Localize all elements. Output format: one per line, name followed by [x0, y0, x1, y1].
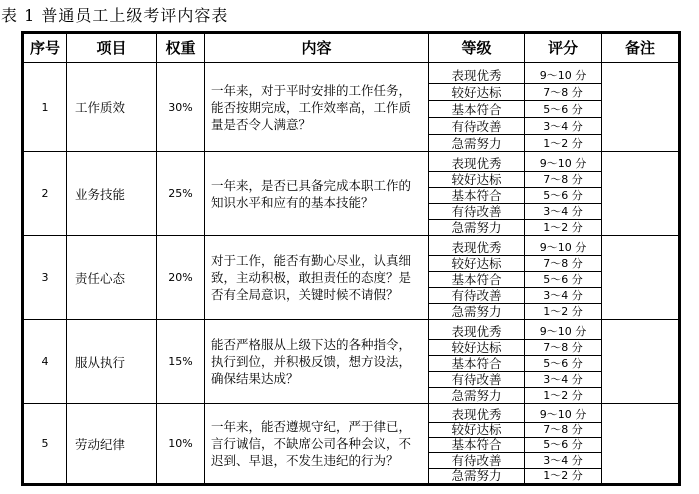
row-item: 劳动纪律	[75, 436, 126, 452]
grade-score: 9～10 分	[525, 152, 602, 171]
grade-score: 7～8 分	[525, 423, 602, 437]
grade-score: 7～8 分	[525, 172, 602, 187]
row-content: 能否严格服从上级下达的各种指令，执行到位，并积极反馈，想方设法，确保结果达成？	[211, 337, 412, 386]
grade-row	[429, 288, 602, 304]
grade-level: 急需努力	[429, 469, 525, 483]
row-num: 4	[41, 355, 49, 368]
row-content: 一年来，能否遵规守纪，严于律已，言行诚信，不缺席公司各种会议，不迟到、早退，不发生违纪的行为？	[211, 419, 412, 468]
grade-list	[429, 404, 602, 483]
grade-score: 7～8 分	[525, 84, 602, 100]
header-num: 序号	[29, 39, 60, 57]
header-content: 内容	[301, 39, 332, 57]
grade-score: 1～2 分	[525, 388, 602, 403]
grade-level: 有待改善	[429, 118, 525, 134]
grade-score: 5～6 分	[525, 188, 602, 203]
grade-level: 有待改善	[429, 204, 525, 219]
row-weight: 30%	[168, 100, 193, 114]
grade-list	[429, 63, 602, 151]
row-item: 责任心态	[75, 270, 126, 286]
grade-row	[429, 135, 602, 151]
grade-score: 9～10 分	[525, 404, 602, 422]
row-remark	[602, 320, 678, 403]
table-row	[24, 404, 678, 483]
grade-score: 3～4 分	[525, 372, 602, 387]
grade-level: 基本符合	[429, 438, 525, 452]
grade-row	[429, 256, 602, 272]
grade-level: 表现优秀	[429, 152, 525, 171]
table-caption: 表 1 普通员工上级考评内容表	[1, 6, 229, 25]
grade-level: 有待改善	[429, 453, 525, 467]
grade-row	[429, 423, 602, 438]
grade-row	[429, 388, 602, 403]
grade-level: 表现优秀	[429, 404, 525, 422]
header-weight: 权重	[165, 39, 196, 57]
row-content: 一年来，对于平时安排的工作任务，能否按期完成，工作效率高，工作质量是否令人满意？	[211, 82, 412, 132]
grade-level: 急需努力	[429, 304, 525, 319]
grade-level: 急需努力	[429, 220, 525, 235]
grade-row	[429, 236, 602, 256]
grade-row	[429, 204, 602, 220]
grade-list	[429, 152, 602, 235]
grade-row	[429, 453, 602, 468]
grade-level: 基本符合	[429, 356, 525, 371]
grade-level: 有待改善	[429, 288, 525, 303]
grade-score: 7～8 分	[525, 340, 602, 355]
table-header	[24, 34, 678, 63]
grade-score: 1～2 分	[525, 469, 602, 483]
grade-level: 基本符合	[429, 272, 525, 287]
grade-list	[429, 236, 602, 319]
grade-row	[429, 469, 602, 483]
header-item: 项目	[96, 39, 127, 57]
grade-row	[429, 118, 602, 135]
grade-score: 9～10 分	[525, 236, 602, 255]
grade-row	[429, 63, 602, 84]
grade-row	[429, 372, 602, 388]
grade-level: 表现优秀	[429, 63, 525, 83]
row-remark	[602, 236, 678, 319]
grade-row	[429, 172, 602, 188]
grade-score: 5～6 分	[525, 356, 602, 371]
row-content: 一年来，是否已具备完成本职工作的知识水平和应有的基本技能？	[211, 177, 412, 210]
grade-row	[429, 404, 602, 423]
grade-level: 表现优秀	[429, 236, 525, 255]
grade-level: 较好达标	[429, 423, 525, 437]
row-weight: 25%	[168, 187, 193, 200]
grade-row	[429, 340, 602, 356]
grade-score: 5～6 分	[525, 272, 602, 287]
grade-level: 急需努力	[429, 135, 525, 151]
row-item: 业务技能	[75, 186, 126, 202]
grade-score: 1～2 分	[525, 220, 602, 235]
grade-row	[429, 320, 602, 340]
grade-level: 较好达标	[429, 256, 525, 271]
row-num: 5	[41, 437, 49, 450]
header-score: 评分	[525, 34, 602, 62]
grade-score: 9～10 分	[525, 320, 602, 339]
row-num: 2	[41, 187, 49, 200]
row-weight: 20%	[168, 271, 193, 284]
grade-level: 较好达标	[429, 172, 525, 187]
table-row	[24, 63, 678, 152]
grade-row	[429, 272, 602, 288]
table-row	[24, 236, 678, 320]
row-item: 服从执行	[75, 354, 126, 370]
grade-level: 较好达标	[429, 84, 525, 100]
row-remark	[602, 63, 678, 151]
row-item: 工作质效	[75, 100, 126, 115]
grade-row	[429, 101, 602, 118]
grade-row	[429, 220, 602, 235]
grade-level: 基本符合	[429, 101, 525, 117]
grade-score: 5～6 分	[525, 101, 602, 117]
header-level: 等级	[429, 34, 525, 62]
row-num: 3	[41, 271, 49, 284]
grade-score: 3～4 分	[525, 453, 602, 467]
evaluation-table	[21, 31, 681, 486]
row-weight: 15%	[168, 355, 193, 368]
header-remark: 备注	[624, 39, 655, 57]
row-remark	[602, 152, 678, 235]
grade-score: 1～2 分	[525, 135, 602, 151]
row-remark	[602, 404, 678, 483]
row-content: 对于工作，能否有勤心尽业，认真细致，主动积极，敢担责任的态度？是否有全局意识，关键时候不请假？	[211, 253, 412, 302]
row-num: 1	[41, 100, 49, 114]
table-row	[24, 320, 678, 404]
grade-score: 7～8 分	[525, 256, 602, 271]
grade-score: 3～4 分	[525, 204, 602, 219]
grade-level: 表现优秀	[429, 320, 525, 339]
grade-score: 1～2 分	[525, 304, 602, 319]
grade-score: 3～4 分	[525, 118, 602, 134]
table-row	[24, 152, 678, 236]
grade-score: 3～4 分	[525, 288, 602, 303]
grade-score: 9～10 分	[525, 63, 602, 83]
row-weight: 10%	[168, 437, 193, 450]
grade-level: 较好达标	[429, 340, 525, 355]
grade-level: 有待改善	[429, 372, 525, 387]
grade-row	[429, 188, 602, 204]
grade-level: 基本符合	[429, 188, 525, 203]
grade-row	[429, 438, 602, 453]
grade-row	[429, 152, 602, 172]
grade-level: 急需努力	[429, 388, 525, 403]
grade-row	[429, 356, 602, 372]
grade-score: 5～6 分	[525, 438, 602, 452]
grade-list	[429, 320, 602, 403]
grade-row	[429, 304, 602, 319]
grade-row	[429, 84, 602, 101]
